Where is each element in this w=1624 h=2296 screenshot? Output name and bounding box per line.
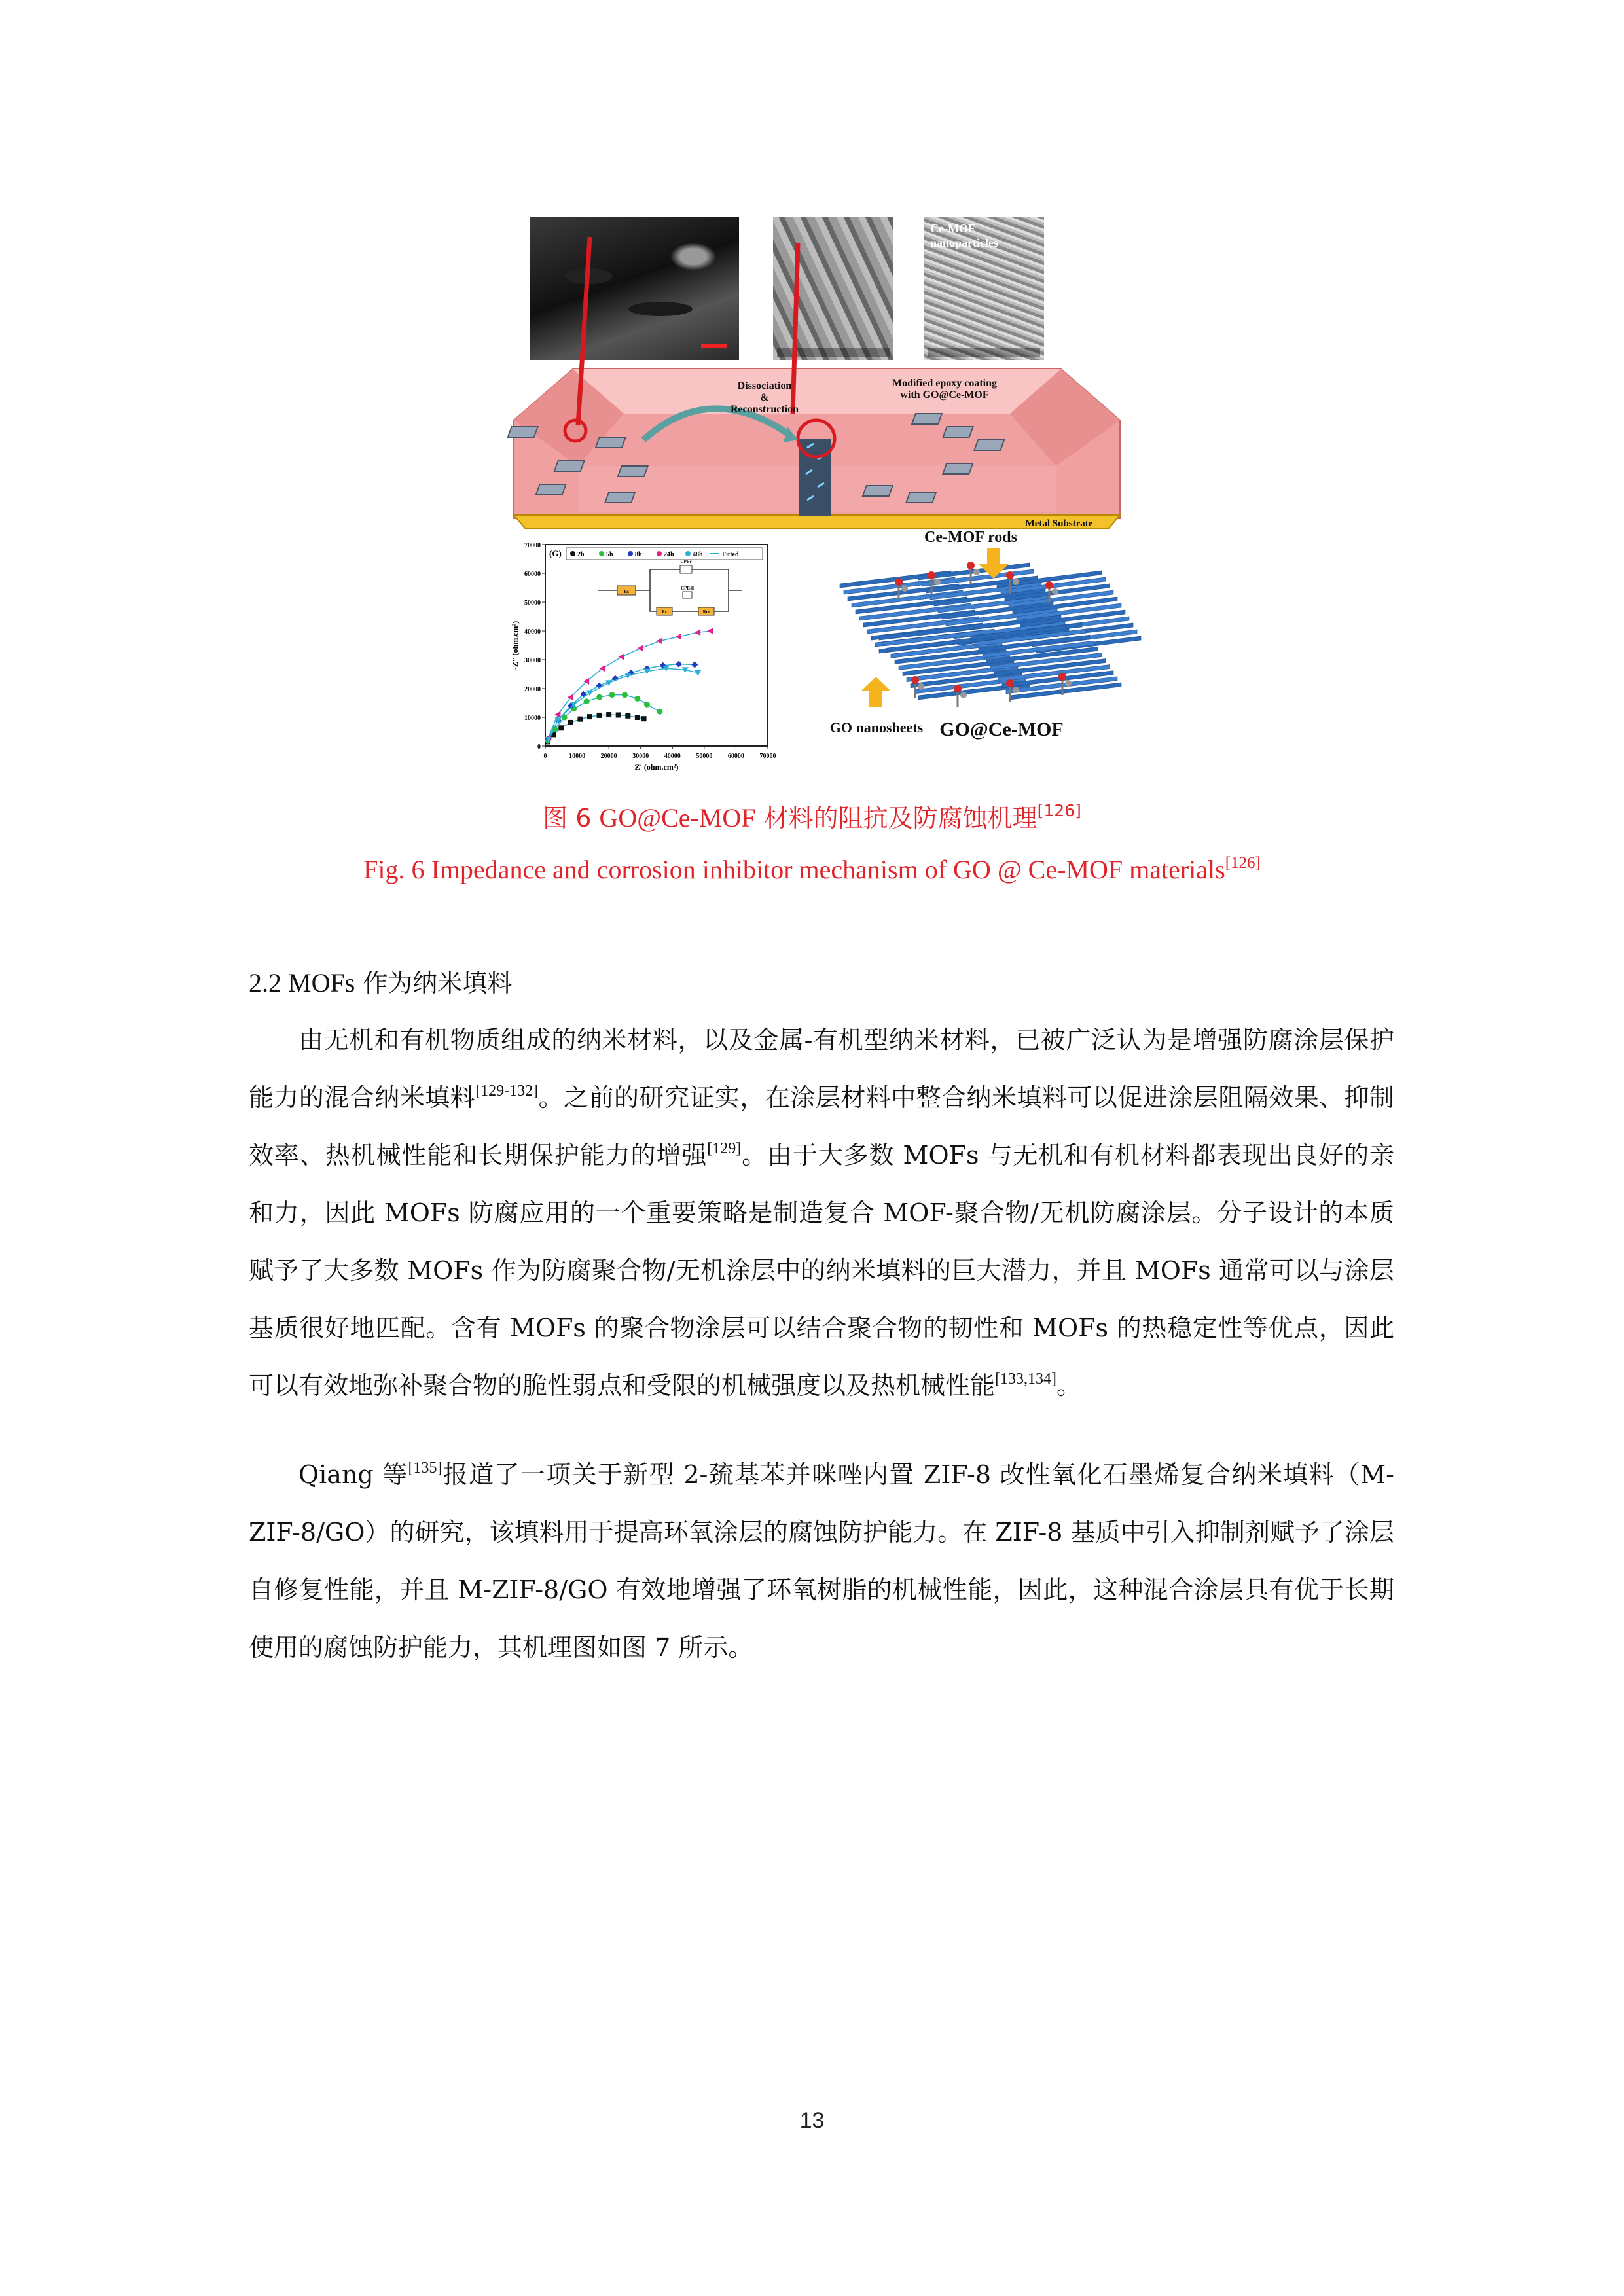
page-number: 13 (799, 2108, 825, 2133)
y-tick-label: 70000 (524, 542, 541, 549)
x-tick-label: 50000 (696, 753, 713, 760)
oxygen-atom (1006, 679, 1014, 687)
data-point-2h (616, 712, 621, 717)
x-tick-label: 40000 (664, 753, 681, 760)
y-tick-label: 0 (537, 744, 541, 751)
legend-label: 5h (606, 551, 613, 558)
section-title-text: 作为纳米填料 (355, 969, 513, 997)
figure-svg (513, 217, 1121, 776)
y-tick-label: 20000 (524, 686, 541, 693)
legend-marker (657, 551, 662, 556)
carbon-atom (1013, 579, 1019, 585)
data-point-2h (635, 715, 640, 720)
carbon-atom (960, 692, 967, 698)
circuit-cpec (680, 565, 692, 573)
circuit-label: CPEdl (681, 586, 694, 591)
metal-substrate-label: Metal Substrate (1025, 518, 1093, 529)
x-tick-label: 30000 (632, 753, 649, 760)
data-point-2h (587, 714, 592, 719)
oxygen-atom (967, 562, 975, 569)
circuit-label: Rct (702, 609, 710, 615)
x-tick-label: 10000 (569, 753, 586, 760)
p1-text-1: 由无机和有机物质组成的纳米材料，以及金属-有机型纳米材料，已被广泛认为是增强防腐涂层保护能力的混合纳米填料 (249, 1026, 1394, 1112)
p2-text-2: 报道了一项关于新型 2-巯基苯并咪唑内置 ZIF-8 改性氧化石墨烯复合纳米填料（M-ZIF-8/GO）的研究，该填料用于提高环氧涂层的腐蚀防护能力。在 ZIF-8 基质中引入抑制剂赋予了涂层自修复性能，并且 M-ZIF-8/GO 有效地增强了环氧树脂的机械性能，因此，这种混合涂层具有优于长期使用的腐蚀防护能力，其机理图如图 7 所示。 (249, 1460, 1394, 1662)
x-tick-label: 20000 (600, 753, 617, 760)
p1-text-2: 。之前的研究证实，在涂层材料中整合纳米填料可以促进涂层阻隔效果、抑制效率、热机械性能和长期保护能力的增强 (249, 1083, 1394, 1170)
carbon-atom (934, 579, 941, 585)
oxygen-atom (1058, 673, 1066, 681)
p2-text-1: Qiang 等 (298, 1460, 408, 1489)
oxygen-atom (954, 685, 962, 692)
data-point-5h (584, 698, 590, 704)
data-point-2h (641, 716, 647, 721)
data-point-2h (558, 725, 564, 730)
carbon-atom (1065, 680, 1072, 687)
x-tick-label: 70000 (759, 753, 776, 760)
y-tick-label: 60000 (524, 571, 541, 578)
y-tick-label: 30000 (524, 657, 541, 664)
oxygen-atom (911, 676, 919, 684)
caption-cn-material: GO@Ce-MOF (599, 803, 756, 833)
figure-caption-chinese (0, 798, 1624, 834)
legend-label: 8h (635, 551, 642, 558)
section-number: 2.2 MOFs (249, 968, 355, 997)
y-axis-label: -Z'' (ohm.cm²) (511, 620, 520, 670)
legend-marker (685, 551, 691, 556)
oxygen-atom (895, 578, 903, 586)
citation: [129] (707, 1140, 742, 1157)
go-ce-mof-schematic (830, 529, 1141, 740)
data-point-5h (622, 692, 628, 698)
legend-marker (628, 551, 633, 556)
x-axis-label: Z' (ohm.cm²) (634, 762, 679, 772)
data-point-5h (609, 692, 615, 698)
ce-mof-nanoparticles-label: Ce-MOF nanoparticles (930, 222, 999, 249)
carbon-atom (901, 585, 908, 592)
plot-frame (545, 545, 768, 746)
dissociation-label: Dissociation & Reconstruction (731, 380, 799, 415)
section-heading (249, 965, 512, 1001)
carbon-atom (1052, 588, 1058, 595)
data-point-2h (577, 717, 583, 722)
caption-cn-prefix: 图 6 (543, 804, 600, 833)
y-tick-label: 50000 (524, 600, 541, 607)
carbon-atom (1013, 687, 1019, 693)
oxygen-atom (928, 571, 935, 579)
legend-label: 2h (577, 551, 585, 558)
carbon-atom (973, 569, 980, 575)
paragraph-2 (249, 1446, 1394, 1676)
caption-cn-text: 材料的阻抗及防腐蚀机理 (755, 804, 1038, 833)
paragraph-1 (249, 1011, 1394, 1414)
circuit-label: Rc (661, 609, 668, 615)
legend-label: 24h (664, 551, 674, 558)
y-tick-label: 10000 (524, 715, 541, 722)
citation: [129-132] (475, 1083, 539, 1100)
panel-label: (G) (549, 548, 562, 558)
circuit-label: Rs (624, 589, 629, 594)
data-point-5h (596, 694, 602, 700)
figure-caption-english (0, 854, 1624, 885)
data-point-2h (597, 713, 602, 718)
data-point-2h (625, 713, 630, 719)
y-tick-label: 40000 (524, 628, 541, 636)
oxygen-atom (1045, 581, 1053, 589)
data-point-2h (568, 720, 573, 725)
legend-label: Fitted (722, 551, 739, 558)
data-point-5h (644, 702, 650, 708)
carbon-atom (918, 683, 924, 690)
ce-mof-rods-label: Ce-MOF rods (924, 529, 1017, 546)
p1-text-4: 。 (1056, 1371, 1082, 1400)
nyquist-plot (511, 542, 776, 772)
caption-en-text: Fig. 6 Impedance and corrosion inhibitor mechanism of GO @ Ce-MOF materials (363, 855, 1225, 884)
citation: [135] (408, 1460, 442, 1477)
oxygen-atom (1006, 571, 1014, 579)
legend-marker (570, 551, 575, 556)
data-point-5h (634, 696, 640, 702)
x-tick-label: 60000 (727, 753, 744, 760)
data-point-2h (606, 712, 611, 717)
go-ce-mof-label: GO@Ce-MOF (939, 719, 1064, 740)
legend-marker (599, 551, 604, 556)
modified-coating-label: Modified epoxy coating with GO@Ce-MOF (892, 378, 997, 401)
citation: [133,134] (995, 1371, 1056, 1388)
circuit-cpedl (683, 592, 692, 598)
figure-6 (513, 217, 1121, 776)
circuit-label: CPEc (680, 559, 692, 564)
go-nanosheets-label: GO nanosheets (829, 719, 924, 736)
caption-cn-reference: [126] (1037, 801, 1081, 820)
arrow-up-icon (861, 677, 891, 707)
x-tick-label: 0 (543, 753, 547, 760)
data-point-5h (657, 709, 662, 715)
legend-label: 48h (693, 551, 703, 558)
caption-en-reference: [126] (1225, 854, 1261, 872)
p1-text-3: 。由于大多数 MOFs 与无机和有机材料都表现出良好的亲和力，因此 MOFs 防腐应用的一个重要策略是制造复合 MOF-聚合物/无机防腐涂层。分子设计的本质赋予了大多数 MOFs 作为防腐聚合物/无机涂层中的纳米填料的巨大潜力，并且 MOFs 通常可以与涂层基质很好地匹配。含有 MOFs 的聚合物涂层可以结合聚合物的韧性和 MOFs 的热稳定性等优点，因此可以有效地弥补聚合物的脆性弱点和受限的机械强度以及热机械性能 (249, 1141, 1394, 1400)
